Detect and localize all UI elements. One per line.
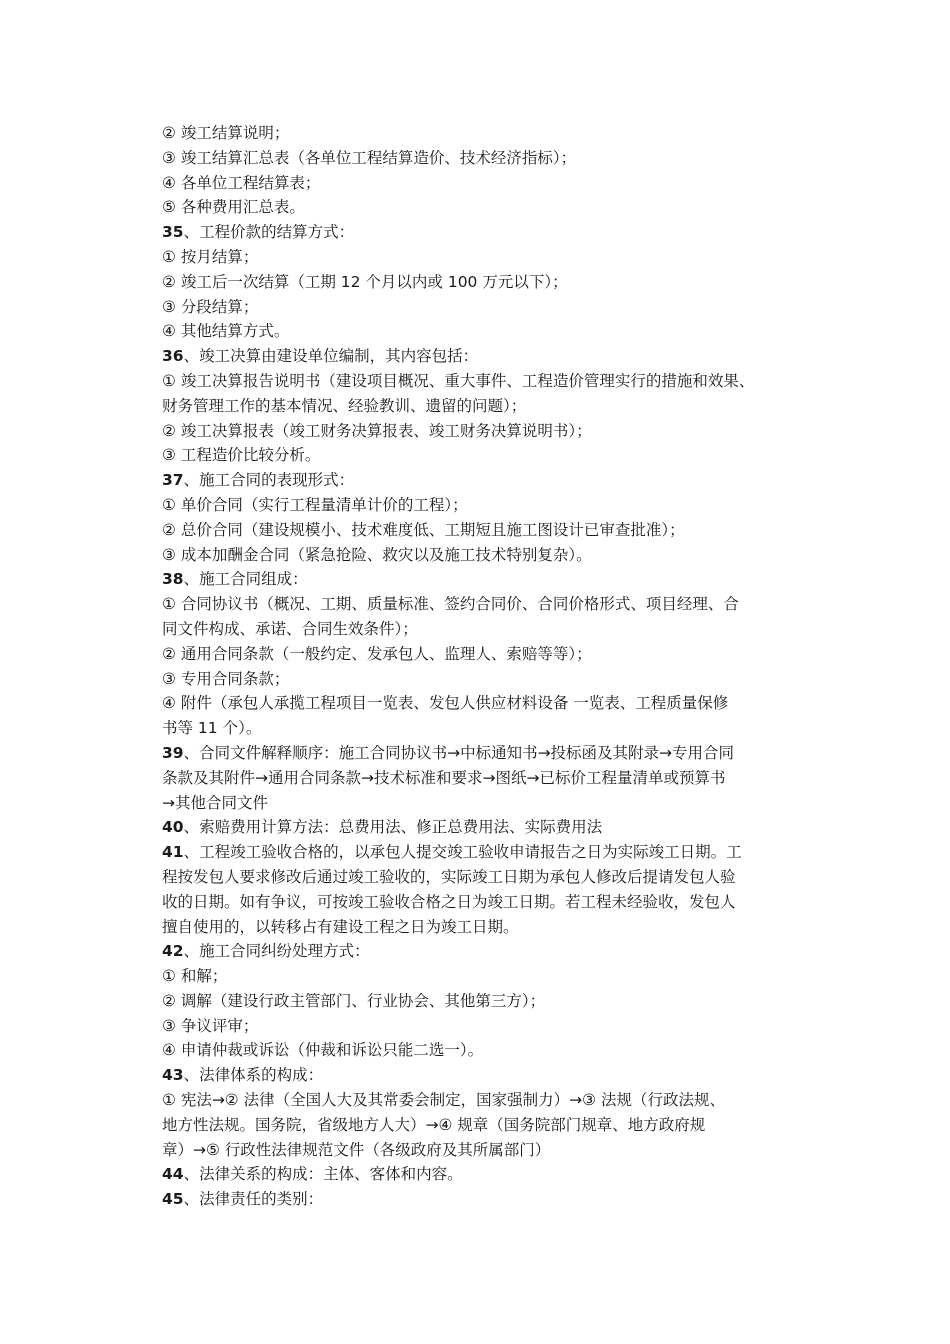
section-number: 35 [162,223,184,242]
text-line [162,319,797,344]
line-text: ④ 附件（承包人承揽工程项目一览表、发包人供应材料设备 一览表、工程质量保修 [162,694,729,713]
section-number: 40 [162,818,184,837]
text-line [162,295,797,320]
line-text: →其他合同文件 [162,793,268,812]
text-line [162,419,797,444]
section-heading [162,468,797,493]
section-heading [162,220,797,245]
line-text: ③ 专用合同条款； [162,669,290,688]
line-text: 章）→⑤ 行政性法律规范文件（各级政府及其所属部门） [162,1140,551,1159]
line-text: ② 通用合同条款（一般约定、发承包人、监理人、索赔等等）； [162,644,592,663]
text-line [162,1113,797,1138]
section-heading [162,1162,797,1187]
text-line [162,791,797,816]
line-text: ② 调解（建设行政主管部门、行业协会、其他第三方）； [162,991,546,1010]
text-line [162,617,797,642]
line-text: ④ 各单位工程结算表； [162,173,321,192]
text-line [162,890,797,915]
line-text: ② 竣工结算说明； [162,124,290,142]
text-line [162,642,797,667]
line-text: ② 竣工后一次结算（工期 12 个月以内或 100 万元以下）； [162,272,568,291]
text-line [162,493,797,518]
section-heading [162,567,797,592]
section-number: 44 [162,1165,184,1184]
section-heading [162,1187,797,1212]
text-line [162,1014,797,1039]
text-line [162,543,797,568]
section-number: 38 [162,570,184,589]
section-heading [162,344,797,369]
section-number: 37 [162,471,184,490]
line-text: 、索赔费用计算方法：总费用法、修正总费用法、实际费用法 [183,818,603,837]
line-text: ④ 申请仲裁或诉讼（仲裁和诉讼只能二选一）。 [162,1041,484,1060]
section-number: 36 [162,347,184,366]
section-number: 43 [162,1066,184,1085]
line-text: ① 按月结算； [162,247,259,266]
line-text: ① 合同协议书（概况、工期、质量标准、签约合同价、合同价格形式、项目经理、合 [162,595,739,614]
line-text: 同文件构成、承诺、合同生效条件）； [162,619,418,638]
text-line [162,1088,797,1113]
line-text: 擅自使用的，以转移占有建设工程之日为竣工日期。 [162,917,519,936]
line-text: ④ 其他结算方式。 [162,322,290,341]
section-number: 39 [162,743,184,762]
text-line [162,1138,797,1163]
line-text: 、工程价款的结算方式： [183,223,355,242]
text-line [162,270,797,295]
text-line [162,865,797,890]
text-line [162,171,797,196]
line-text: ⑤ 各种费用汇总表。 [162,198,305,217]
text-line [162,394,797,419]
line-text: 程按发包人要求修改后通过竣工验收的，实际竣工日期为承包人修改后提请发包人验 [162,867,736,886]
text-line [162,989,797,1014]
text-line [162,121,797,146]
text-line [162,1038,797,1063]
text-line [162,245,797,270]
section-heading [162,741,797,766]
text-line [162,964,797,989]
line-text: ① 竣工决算报告说明书（建设项目概况、重大事件、工程造价管理实行的措施和效果、 [162,371,755,390]
line-text: ③ 成本加酬金合同（紧急抢险、救灾以及施工技术特别复杂）。 [162,545,592,564]
line-text: ③ 分段结算； [162,297,259,316]
line-text: 、施工合同组成： [183,570,308,589]
line-text: ② 总价合同（建设规模小、技术难度低、工期短且施工图设计已审查批准）； [162,520,685,539]
line-text: ② 竣工决算报表（竣工财务决算报表、竣工财务决算说明书）； [162,421,592,440]
text-line [162,915,797,940]
line-text: 、工程竣工验收合格的，以承包人提交竣工验收申请报告之日为实际竣工日期。工 [183,843,742,862]
section-heading [162,939,797,964]
line-text: ① 单价合同（实行工程量清单计价的工程）； [162,495,468,514]
line-text: 财务管理工作的基本情况、经验教训、遗留的问题）； [162,396,527,415]
section-number: 42 [162,942,184,961]
line-text: 、法律体系的构成： [183,1066,324,1085]
line-text: 、法律关系的构成：主体、客体和内容。 [183,1165,463,1184]
section-number: 41 [162,843,184,862]
line-text: ① 宪法→② 法律（全国人大及其常委会制定，国家强制力）→③ 法规（行政法规、 [162,1091,725,1110]
text-line [162,691,797,716]
text-line [162,518,797,543]
line-text: ① 和解； [162,967,228,986]
document-body [162,121,797,1212]
text-line [162,667,797,692]
text-line [162,443,797,468]
text-line [162,369,797,394]
section-heading [162,840,797,865]
line-text: 地方性法规。国务院，省级地方人大）→④ 规章（国务院部门规章、地方政府规 [162,1115,706,1134]
section-heading [162,815,797,840]
line-text: 、竣工决算由建设单位编制，其内容包括： [183,347,479,366]
line-text: ③ 竣工结算汇总表（各单位工程结算造价、技术经济指标）； [162,148,577,167]
line-text: 、法律责任的类别： [183,1190,324,1209]
line-text: 、施工合同的表现形式： [183,471,355,490]
text-line [162,592,797,617]
section-number: 45 [162,1190,184,1209]
text-line [162,766,797,791]
line-text: 收的日期。如有争议，可按竣工验收合格之日为竣工日期。若工程未经验收，发包人 [162,892,736,911]
text-line [162,716,797,741]
text-line [162,195,797,220]
line-text: 条款及其附件→通用合同条款→技术标准和要求→图纸→已标价工程量清单或预算书 [162,768,726,787]
line-text: 、施工合同纠纷处理方式： [183,942,370,961]
line-text: 、合同文件解释顺序：施工合同协议书→中标通知书→投标函及其附录→专用合同 [183,743,735,762]
line-text: 书等 11 个）。 [162,719,262,738]
line-text: ③ 争议评审； [162,1016,259,1035]
line-text: ③ 工程造价比较分析。 [162,446,321,465]
section-heading [162,1063,797,1088]
text-line [162,146,797,171]
